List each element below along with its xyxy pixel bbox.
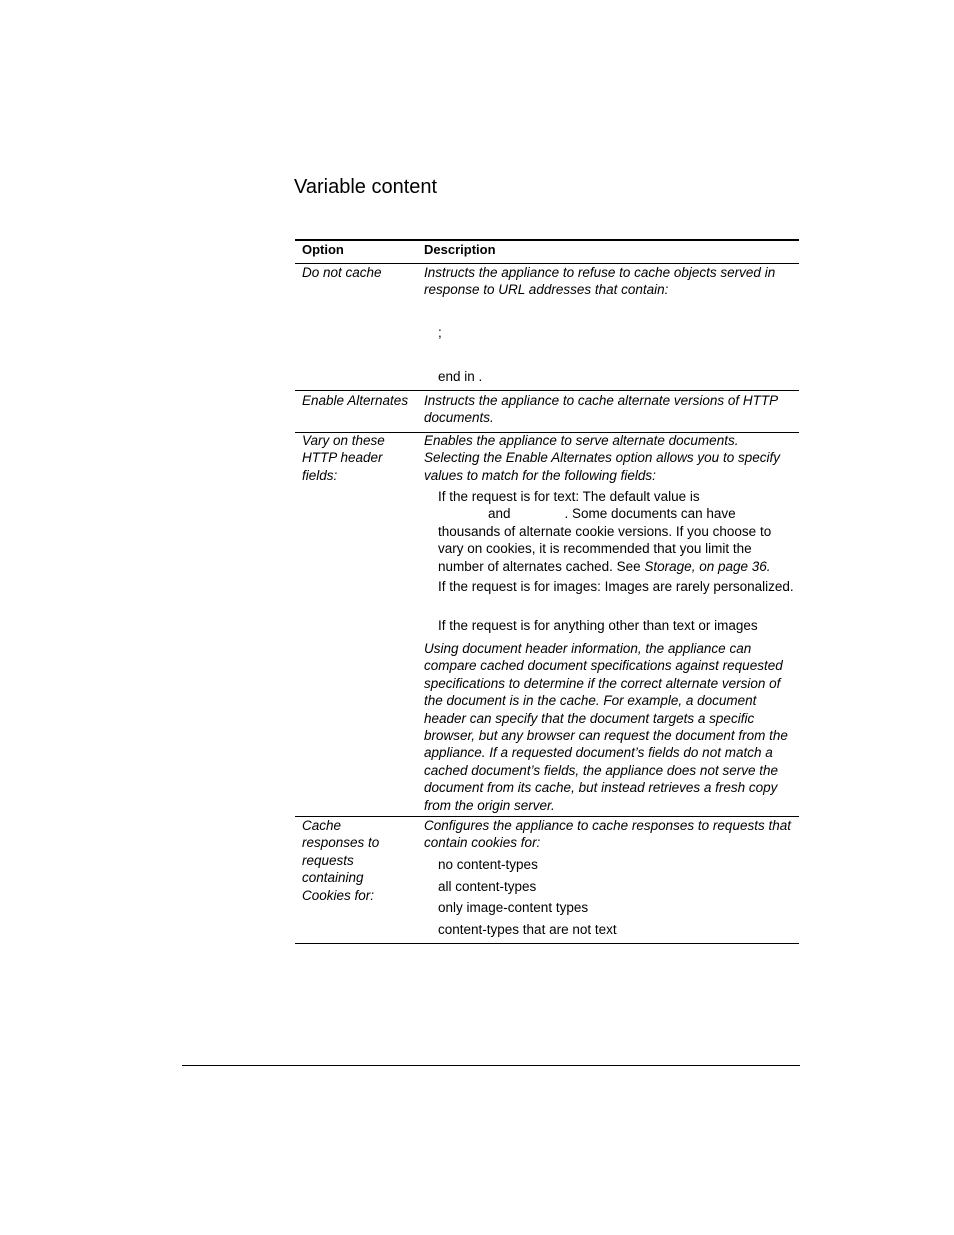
option-vary-on-header-fields: Vary on these HTTP header fields: <box>302 433 385 483</box>
page-title: Variable content <box>294 176 438 198</box>
cookie-option-item: only image-content types <box>438 900 589 915</box>
cookie-option-item: all content-types <box>438 879 537 894</box>
do-not-cache-item: end in . <box>438 369 483 384</box>
cookie-option-item: content-types that are not text <box>438 922 617 937</box>
description-vary-on-header-fields: Enables the appliance to serve alternate documents. Selecting the Enable Alternates option allows you to specify values to match for the following fields: <box>424 433 780 483</box>
do-not-cache-item: ; <box>438 325 442 340</box>
vary-text-line: If the request is for text: The default value is <box>438 489 700 504</box>
column-header-description: Description <box>424 242 496 257</box>
cookie-option-item: no content-types <box>438 857 538 872</box>
option-cache-cookies: Cache responses to requests containing Cookies for: <box>302 818 380 903</box>
option-do-not-cache: Do not cache <box>302 265 382 280</box>
vary-explanation: Using document header information, the appliance can compare cached document specifications against requested specifications to determine if the correct alternate version of the document is in the cache. For example, a document header can specify that the document targets a specific browser, but any browser can request the document from the appliance. If a requested document’s fields do not match a cached document’s fields, the appliance does not serve the document from its cache, but instead retrieves a fresh copy from the origin server. <box>424 641 788 813</box>
storage-reference-link[interactable]: Storage, on page 36. <box>644 558 771 574</box>
vary-text-item <box>438 488 794 575</box>
description-enable-alternates: Instructs the appliance to cache alternate versions of HTTP documents. <box>424 393 778 426</box>
table-top-rule <box>295 239 799 241</box>
row-divider <box>295 390 799 391</box>
vary-images-item: If the request is for images: Images are rarely personalized. <box>438 579 794 594</box>
vary-text-and: and <box>488 506 511 522</box>
description-cache-cookies: Configures the appliance to cache responses to requests that contain cookies for: <box>424 818 791 851</box>
column-header-option: Option <box>302 242 344 257</box>
description-do-not-cache: Instructs the appliance to refuse to cache objects served in response to URL addresses that contain: <box>424 265 776 298</box>
table-bottom-rule <box>295 943 799 944</box>
option-enable-alternates: Enable Alternates <box>302 393 409 408</box>
vary-text-continued <box>438 505 794 575</box>
vary-other-item: If the request is for anything other than text or images <box>438 618 758 633</box>
vary-text-detail: . Some documents can have thousands of alternate cookie versions. If you choose to vary on cookies, it is recommended that you limit the number of alternates cached. See <box>438 506 772 574</box>
footer-rule <box>182 1065 800 1066</box>
